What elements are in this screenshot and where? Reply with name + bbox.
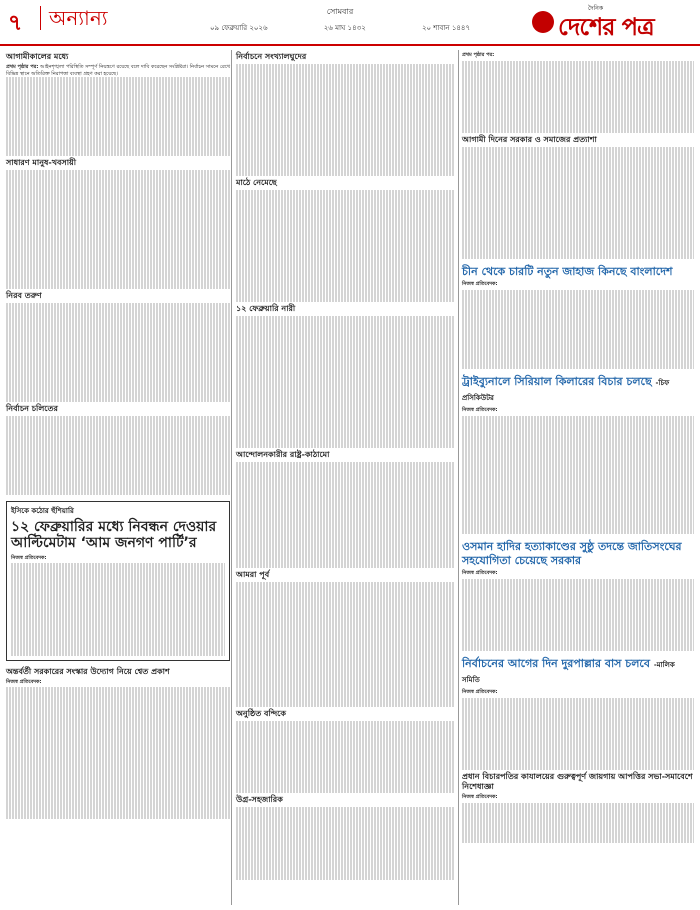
article-headline: প্রধান বিচারপতির কাযালয়ের গুরুত্বপূর্ণ জায়গায় আপত্তির সভা-সমাবেশে নিশেধাজ্ঞা	[462, 772, 693, 792]
text-lines	[6, 77, 230, 156]
article-byline: নিজস্ব প্রতিবেদক:	[462, 689, 498, 696]
article-paragraph: প্রথম পৃষ্ঠার পর: আইনশৃঙ্খলা পরিস্থিতি সম্পূর্ণ নিয়ন্ত্রণে রয়েছে বলে দাবি করেছেন সংশ্লিষ্টরা। নির্বাচন সামনে রেখে বিভিন্ন স্থানে অতিরিক্ত নিরাপত্তা ব্যবস্থা গ্রহণ করা হয়েছে।	[6, 64, 230, 77]
column-1	[6, 50, 230, 819]
sub-heading: সাধারণ মানুষ-খবসায়ী	[6, 158, 77, 168]
sub-heading: আমরা পূর্ব	[236, 569, 270, 579]
article-byline: নিজস্ব প্রতিবেদক:	[462, 570, 498, 577]
sub-heading: নিরব তরুণ	[6, 291, 42, 300]
article-headline: ১২ ফেব্রুয়ারির মধ্যে নিবন্ধন দেওয়ার আল্টিমেটাম ‘আম জনগণ পার্টি’র	[11, 518, 217, 551]
sub-heading: উগ্র-সহজারিক	[236, 795, 283, 805]
column-divider	[231, 50, 232, 905]
date-block	[200, 6, 480, 34]
article-byline: নিজস্ব প্রতিবেদক:	[462, 406, 498, 413]
logo-name: দেশের পত্র	[558, 13, 654, 41]
article-headline: নির্বাচনের আগের দিন দুরপাল্লার বাস চলবে -মালিক সমিতি	[462, 657, 675, 685]
header-rule	[0, 44, 700, 46]
page-number: ৭	[8, 11, 23, 36]
article-headline: ওসমান হাদির হত্যাকাণ্ডের সুষ্ঠু তদন্তে জাতিসংঘের সহযোগিতা চেয়েছে সরকার	[462, 540, 682, 568]
continued-lead: প্রথম পৃষ্ঠার পর:	[462, 52, 495, 58]
logo-mark-icon	[532, 11, 554, 33]
article-byline: নিজস্ব প্রতিবেদক:	[462, 794, 498, 801]
article-heading: আগামীকালের মধ্যে	[6, 52, 69, 61]
day-name: সোমবার	[326, 7, 354, 16]
article-heading: নির্বাচনে সংখ্যালঘুদের	[236, 52, 307, 61]
column-2	[236, 50, 454, 880]
boxed-article	[6, 501, 230, 661]
column-3	[462, 50, 694, 843]
logo-tagline: দৈনিক	[588, 5, 604, 12]
article-byline: নিজস্ব প্রতিবেদক:	[462, 281, 498, 288]
date-bangla: ২৬ মাঘ ১৪৩২	[323, 24, 366, 32]
article-kicker: ইসিকে কঠোর হুঁশিয়ারি	[11, 507, 74, 516]
article-headline: অন্তর্বর্তী সরকারের সংস্কার উদ্যোগ নিয়ে শ্বেত প্রকাশ	[6, 666, 170, 676]
date-hijri: ২০ শাবান ১৪৪৭	[421, 24, 470, 32]
column-divider	[458, 50, 459, 905]
article-byline: নিজস্ব প্রতিবেদক:	[6, 678, 42, 685]
section-name: অন্যান্য	[40, 6, 108, 30]
sub-heading: মাঠে নেমেছে	[236, 178, 277, 188]
sub-heading: ১২ ফেব্রুয়ারি নারী	[236, 304, 296, 314]
date-gregorian: ০৯ ফেব্রুয়ারি ২০২৬	[210, 24, 268, 32]
page-header	[0, 0, 700, 44]
headline-tag: -চিফ প্রসিকিউটর	[462, 378, 670, 402]
sub-heading: আগামী দিনের সরকার ও সমাজের প্রত্যাশা	[462, 135, 597, 145]
headline-tag: -মালিক সমিতি	[462, 661, 675, 685]
article-headline: ট্রাইব্যুনালে সিরিয়াল কিলারের বিচার চলছে -চিফ প্রসিকিউটর	[462, 374, 670, 402]
sub-heading: অনুষ্ঠিত বন্দিকে	[236, 708, 286, 718]
sub-heading: আন্দোলনকারীর রাষ্ট্র-কাঠামো	[236, 450, 330, 460]
masthead-logo	[528, 3, 692, 41]
article-byline: নিজস্ব প্রতিবেদক:	[11, 554, 47, 561]
sub-heading: নির্বাচন চলিতের	[6, 403, 58, 413]
article-headline: চীন থেকে চারটি নতুন জাহাজ কিনছে বাংলাদেশ	[462, 265, 673, 279]
